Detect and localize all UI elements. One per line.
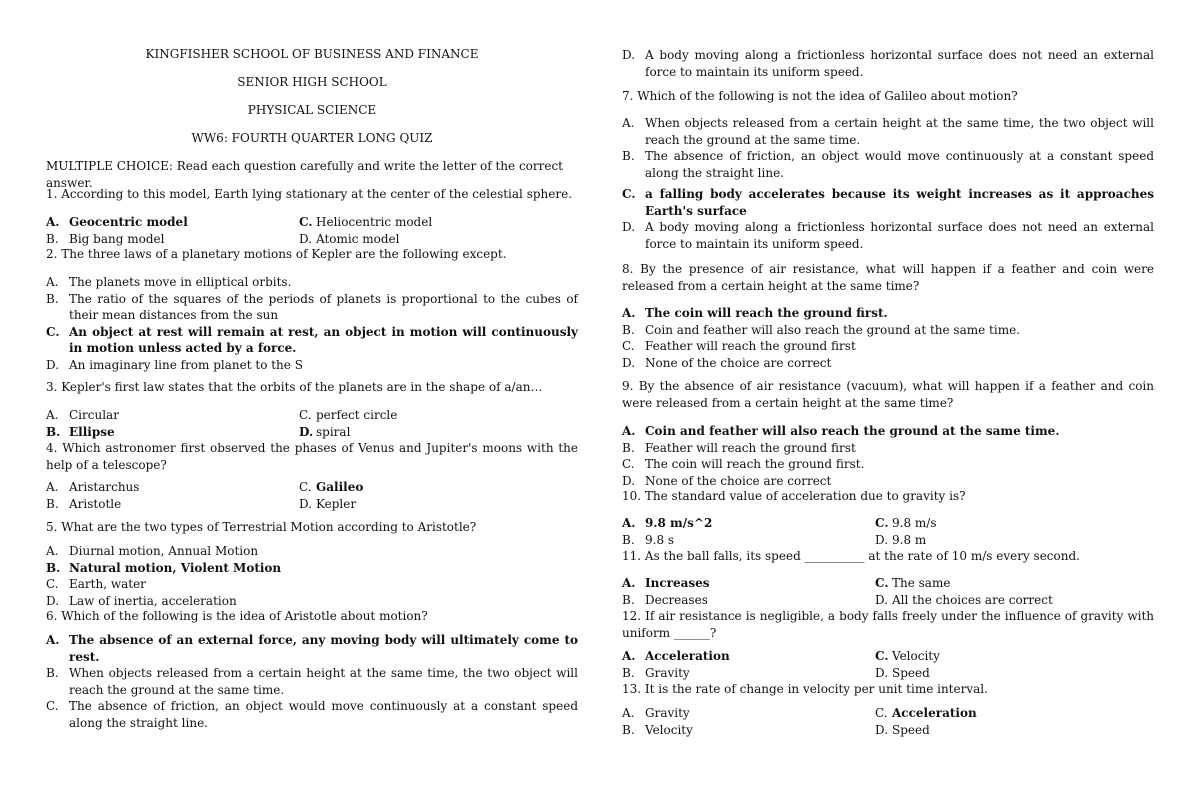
option-7a: A. When objects released from a certain height at the same time, the two object will reach the ground at the same time. (622, 116, 1154, 147)
question-2: 2. The three laws of a planetary motions of Kepler are the following except. (46, 247, 507, 261)
quiz-title: WW6: FOURTH QUARTER LONG QUIZ (191, 131, 433, 145)
option-4d: D. Kepler (299, 496, 357, 511)
option-2b: B. The ratio of the squares of the periods of planets is proportional to the cubes of their mean distances from the sun (46, 291, 578, 322)
option-10a: A. 9.8 m/s^2 (622, 516, 713, 530)
question-10-options (622, 515, 1154, 548)
option-11c: C. The same (875, 576, 951, 590)
option-13d: D. Speed (875, 722, 930, 737)
question-3-options (46, 407, 578, 440)
option-1b: B. Big bang model (46, 231, 165, 246)
option-8c: C. Feather will reach the ground first (622, 339, 856, 353)
option-10d: D. 9.8 m (875, 532, 927, 547)
option-5b: B. Natural motion, Violent Motion (46, 560, 282, 575)
question-5-options (46, 543, 578, 609)
question-6-options-continued (622, 47, 1154, 80)
option-9d: D. None of the choice are correct (622, 473, 832, 488)
option-2c: C. An object at rest will remain at rest, an object in motion will continuously in motion unless acted by a force. (46, 324, 578, 355)
question-1-options (46, 214, 578, 247)
option-5a: A. Diurnal motion, Annual Motion (46, 544, 259, 558)
question-6-options (46, 632, 578, 731)
question-3: 3. Kepler's first law states that the orbits of the planets are in the shape of a/an… (46, 380, 543, 394)
option-12d: D. Speed (875, 665, 930, 680)
option-3b: B. Ellipse (46, 424, 115, 439)
option-1c: C. Heliocentric model (299, 215, 433, 229)
option-6d: D. A body moving along a frictionless horizontal surface does not need an external force to maintain its uniform speed. (622, 48, 1154, 79)
option-9b: B. Feather will reach the ground first (622, 440, 856, 455)
option-4a: A. Aristarchus (46, 480, 140, 494)
option-7d: D. A body moving along a frictionless horizontal surface does not need an external force to maintain its uniform speed. (622, 220, 1154, 251)
option-4b: B. Aristotle (46, 496, 122, 511)
option-12b: B. Gravity (622, 665, 690, 680)
question-7: 7. Which of the following is not the idea of Galileo about motion? (622, 89, 1018, 103)
option-1a: A. Geocentric model (46, 215, 188, 229)
option-11a: A. Increases (622, 576, 710, 590)
option-6b: B. When objects released from a certain height at the same time, the two object will reach the ground at the same time. (46, 666, 578, 697)
option-10c: C. 9.8 m/s (875, 516, 937, 530)
question-13-options (622, 705, 1154, 738)
option-5d: D. Law of inertia, acceleration (46, 593, 237, 608)
question-8-options (622, 305, 1154, 371)
question-8: 8. By the presence of air resistance, what will happen if a feather and coin were released from a certain height at the same time? (622, 262, 1154, 293)
option-8b: B. Coin and feather will also reach the ground at the same time. (622, 322, 1020, 337)
question-9-options (622, 423, 1154, 489)
school-name: KINGFISHER SCHOOL OF BUSINESS AND FINANCE (145, 47, 479, 61)
question-7-options (622, 115, 1154, 252)
question-4: 4. Which astronomer first observed the phases of Venus and Jupiter's moons with the help of a telescope? (46, 441, 578, 472)
option-11d: D. All the choices are correct (875, 592, 1053, 607)
question-11: 11. As the ball falls, its speed __________ at the rate of 10 m/s every second. (622, 549, 1080, 563)
instructions: MULTIPLE CHOICE: Read each question carefully and write the letter of the correct answer. (46, 159, 564, 190)
option-6c: C. The absence of friction, an object would move continuously at a constant speed along the straight line. (46, 699, 578, 730)
question-10: 10. The standard value of acceleration due to gravity is? (622, 489, 966, 503)
option-13b: B. Velocity (622, 722, 693, 737)
option-5c: C. Earth, water (46, 577, 146, 591)
question-12-options (622, 648, 1154, 681)
subject-title: PHYSICAL SCIENCE (247, 103, 377, 117)
option-1d: D. Atomic model (299, 231, 400, 246)
question-12: 12. If air resistance is negligible, a body falls freely under the influence of gravity with uniform ______? (622, 609, 1154, 640)
option-3a: A. Circular (46, 408, 119, 422)
option-12a: A. Acceleration (622, 649, 730, 663)
option-8d: D. None of the choice are correct (622, 355, 832, 370)
option-12c: C. Velocity (875, 649, 940, 663)
question-2-options (46, 274, 578, 373)
question-13: 13. It is the rate of change in velocity per unit time interval. (622, 682, 988, 696)
option-2a: A. The planets move in elliptical orbits. (46, 275, 292, 289)
option-3d: D. spiral (299, 424, 351, 439)
question-11-options (622, 575, 1154, 608)
question-4-options (46, 479, 578, 512)
option-10b: B. 9.8 s (622, 532, 675, 547)
question-6: 6. Which of the following is the idea of Aristotle about motion? (46, 609, 428, 623)
question-5: 5. What are the two types of Terrestrial Motion according to Aristotle? (46, 520, 477, 534)
option-9c: C. The coin will reach the ground first. (622, 457, 865, 471)
school-level: SENIOR HIGH SCHOOL (237, 75, 387, 89)
option-7b: B. The absence of friction, an object would move continuously at a constant speed along the straight line. (622, 149, 1154, 180)
option-13a: A. Gravity (622, 706, 690, 720)
option-11b: B. Decreases (622, 592, 708, 607)
question-9: 9. By the absence of air resistance (vacuum), what will happen if a feather and coin were released from a certain height at the same time? (622, 379, 1154, 410)
question-1: 1. According to this model, Earth lying stationary at the center of the celestial sphere. (46, 187, 573, 201)
option-9a: A. Coin and feather will also reach the ground at the same time. (622, 424, 1060, 438)
option-4c: C. Galileo (299, 480, 364, 494)
option-7c: C. a falling body accelerates because its weight increases as it approaches Earth's surface (622, 187, 1154, 218)
option-2d: D. An imaginary line from planet to the S (46, 357, 303, 372)
option-8a: A. The coin will reach the ground first. (622, 306, 888, 320)
option-3c: C. perfect circle (299, 408, 398, 422)
option-13c: C. Acceleration (875, 706, 977, 720)
option-6a: A. The absence of an external force, any moving body will ultimately come to rest. (46, 633, 578, 664)
